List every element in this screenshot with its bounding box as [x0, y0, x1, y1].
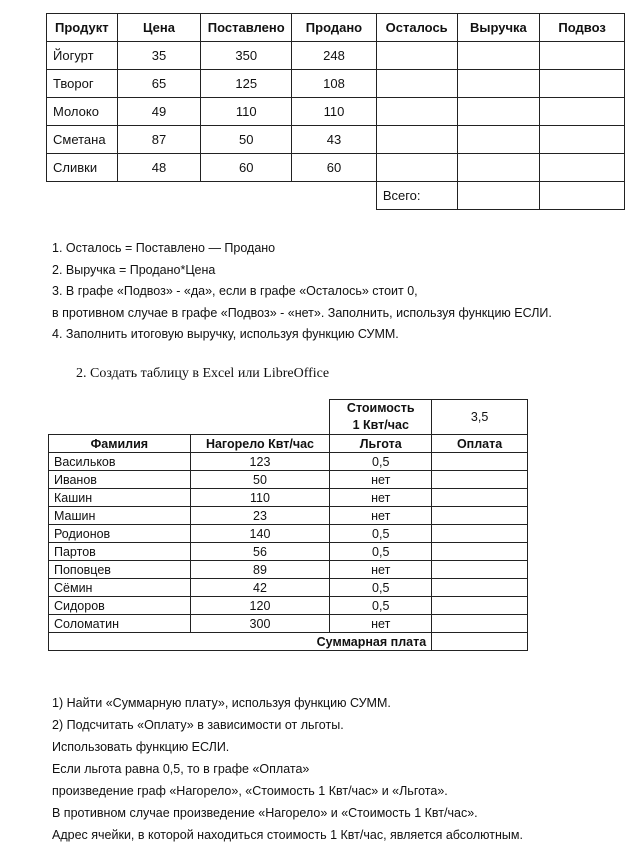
table-row: [49, 579, 528, 597]
cell-sold: 248: [292, 42, 377, 70]
instruction-line: Если льгота равна 0,5, то в графе «Оплата»: [52, 762, 310, 776]
cell-surname: Кашин: [49, 489, 191, 507]
cell-benefit: нет: [330, 489, 432, 507]
cell-benefit: 0,5: [330, 543, 432, 561]
cell-revenue[interactable]: [457, 70, 540, 98]
table-row: [47, 42, 625, 70]
cell-delivery[interactable]: [540, 126, 625, 154]
cell-benefit: нет: [330, 561, 432, 579]
total-payment-cell[interactable]: [432, 633, 528, 651]
cell-delivery[interactable]: [540, 70, 625, 98]
cell-supplied: 110: [201, 98, 292, 126]
cost-row: [49, 400, 528, 435]
cell-benefit: 0,5: [330, 525, 432, 543]
table-row: [47, 98, 625, 126]
instruction-line: 2) Подсчитать «Оплату» в зависимости от льготы.: [52, 718, 344, 732]
cell-supplied: 125: [201, 70, 292, 98]
cell-product: Творог: [47, 70, 118, 98]
cell-surname: Сёмин: [49, 579, 191, 597]
cell-consumed: 50: [190, 471, 330, 489]
cell-consumed: 42: [190, 579, 330, 597]
cell-surname: Поповцев: [49, 561, 191, 579]
table-row: [47, 154, 625, 182]
cell-surname: Сидоров: [49, 597, 191, 615]
header-payment: Оплата: [432, 435, 528, 453]
header-price: Цена: [117, 14, 201, 42]
electricity-table: [48, 399, 528, 651]
cell-benefit: 0,5: [330, 579, 432, 597]
cell-consumed: 56: [190, 543, 330, 561]
table-row: [49, 525, 528, 543]
cell-surname: Васильков: [49, 453, 191, 471]
cell-delivery[interactable]: [540, 154, 625, 182]
instruction-line: 2. Выручка = Продано*Цена: [52, 262, 216, 277]
cell-payment[interactable]: [432, 507, 528, 525]
cell-benefit: 0,5: [330, 453, 432, 471]
table-row: [49, 453, 528, 471]
cell-payment[interactable]: [432, 561, 528, 579]
cell-payment[interactable]: [432, 453, 528, 471]
cell-revenue[interactable]: [457, 154, 540, 182]
cell-price: 65: [117, 70, 201, 98]
cell-surname: Партов: [49, 543, 191, 561]
cell-payment[interactable]: [432, 543, 528, 561]
instructions-list-2: [52, 692, 523, 846]
cell-revenue[interactable]: [457, 126, 540, 154]
total-extra-cell[interactable]: [540, 182, 625, 210]
instruction-line: 3. В графе «Подвоз» - «да», если в графе «Осталось» стоит 0,: [52, 284, 418, 298]
task-2-title: 2. Создать таблицу в Excel или LibreOffice: [76, 366, 330, 381]
cell-surname: Иванов: [49, 471, 191, 489]
total-label: Всего:: [376, 182, 457, 210]
cell-price: 49: [117, 98, 201, 126]
table-row: [49, 489, 528, 507]
cell-benefit: нет: [330, 471, 432, 489]
table-header-row: [49, 435, 528, 453]
cell-remaining[interactable]: [376, 154, 457, 182]
header-delivery: Подвоз: [540, 14, 625, 42]
cell-price: 87: [117, 126, 201, 154]
cell-revenue[interactable]: [457, 98, 540, 126]
total-row: [49, 633, 528, 651]
cost-header-line2: 1 Квт/час: [352, 418, 409, 432]
total-revenue-cell[interactable]: [457, 182, 540, 210]
cell-consumed: 120: [190, 597, 330, 615]
cost-header-line1: Стоимость: [346, 401, 415, 415]
instruction-line: 1) Найти «Суммарную плату», используя функцию СУММ.: [52, 696, 391, 710]
cell-consumed: 123: [190, 453, 330, 471]
cell-delivery[interactable]: [540, 42, 625, 70]
cell-benefit: нет: [330, 507, 432, 525]
cell-supplied: 60: [201, 154, 292, 182]
cell-price: 48: [117, 154, 201, 182]
instruction-line: Адрес ячейки, в которой находиться стоимость 1 Квт/час, является абсолютным.: [52, 828, 523, 842]
cell-consumed: 89: [190, 561, 330, 579]
products-table: [46, 13, 625, 210]
cell-payment[interactable]: [432, 615, 528, 633]
cell-remaining[interactable]: [376, 98, 457, 126]
instructions-list-1: [52, 238, 552, 346]
header-remaining: Осталось: [376, 14, 457, 42]
table-row: [49, 543, 528, 561]
table-row: [49, 615, 528, 633]
cell-consumed: 300: [190, 615, 330, 633]
cell-benefit: 0,5: [330, 597, 432, 615]
instruction-line: 1. Осталось = Поставлено — Продано: [52, 241, 276, 255]
cell-payment[interactable]: [432, 579, 528, 597]
header-surname: Фамилия: [49, 435, 191, 453]
header-product: Продукт: [47, 14, 118, 42]
cell-sold: 108: [292, 70, 377, 98]
instruction-line: в противном случае в графе «Подвоз» - «нет». Заполнить, используя функцию ЕСЛИ.: [52, 305, 552, 320]
cell-payment[interactable]: [432, 471, 528, 489]
cell-product: Сметана: [47, 126, 118, 154]
table-row: [49, 471, 528, 489]
total-payment-label: Суммарная плата: [49, 633, 432, 651]
instruction-line: 4. Заполнить итоговую выручку, используя функцию СУММ.: [52, 327, 399, 341]
cell-product: Молоко: [47, 98, 118, 126]
instruction-line: Использовать функцию ЕСЛИ.: [52, 740, 230, 754]
cell-payment[interactable]: [432, 525, 528, 543]
cell-consumed: 110: [190, 489, 330, 507]
cell-sold: 110: [292, 98, 377, 126]
cell-consumed: 23: [190, 507, 330, 525]
header-sold: Продано: [292, 14, 377, 42]
cell-surname: Родионов: [49, 525, 191, 543]
cell-price: 35: [117, 42, 201, 70]
cell-delivery[interactable]: [540, 98, 625, 126]
table-row: [47, 70, 625, 98]
table-row: [49, 597, 528, 615]
instruction-line: В противном случае произведение «Нагорело» и «Стоимость 1 Квт/час».: [52, 806, 478, 820]
cell-remaining[interactable]: [376, 70, 457, 98]
cell-remaining[interactable]: [376, 126, 457, 154]
header-benefit: Льгота: [330, 435, 432, 453]
table-header-row: [47, 14, 625, 42]
table-row: [47, 126, 625, 154]
cell-sold: 43: [292, 126, 377, 154]
cell-supplied: 50: [201, 126, 292, 154]
cell-benefit: нет: [330, 615, 432, 633]
cost-value-cell[interactable]: 3,5: [432, 400, 528, 435]
instruction-line: произведение граф «Нагорело», «Стоимость 1 Квт/час» и «Льгота».: [52, 784, 448, 798]
table-row: [49, 507, 528, 525]
header-consumed: Нагорело Квт/час: [190, 435, 330, 453]
cell-product: Сливки: [47, 154, 118, 182]
table-row: [49, 561, 528, 579]
cell-surname: Соломатин: [49, 615, 191, 633]
cell-payment[interactable]: [432, 489, 528, 507]
cell-product: Йогурт: [47, 42, 118, 70]
total-row: [47, 182, 625, 210]
header-supplied: Поставлено: [201, 14, 292, 42]
cost-header: [330, 400, 432, 435]
cell-remaining[interactable]: [376, 42, 457, 70]
cell-surname: Машин: [49, 507, 191, 525]
cell-sold: 60: [292, 154, 377, 182]
cell-payment[interactable]: [432, 597, 528, 615]
cell-supplied: 350: [201, 42, 292, 70]
cell-revenue[interactable]: [457, 42, 540, 70]
header-revenue: Выручка: [457, 14, 540, 42]
cell-consumed: 140: [190, 525, 330, 543]
